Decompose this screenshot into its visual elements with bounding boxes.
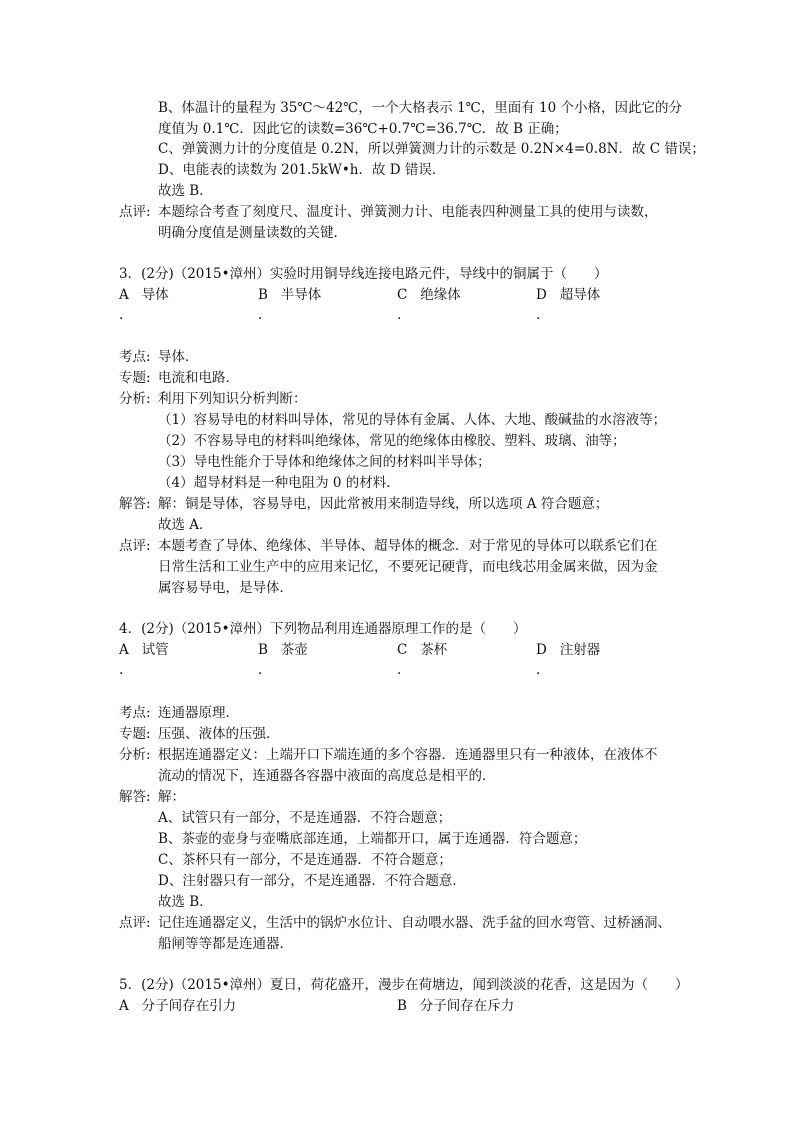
jieda-item: B、茶壶的壶身与壶嘴底部连通，上端都开口，属于连通器．符合题意； xyxy=(158,831,587,847)
review-label: 点评: xyxy=(119,204,151,220)
kaodian-label: 考点: xyxy=(119,349,151,365)
fenxi-label: 分析: xyxy=(119,747,151,763)
fenxi-item: （4）超导材料是一种电阻为 0 的材料． xyxy=(158,475,400,491)
option-c: C 茶杯 xyxy=(397,642,448,658)
option-b-dot: . xyxy=(258,307,263,323)
zhuanti-label: 专题: xyxy=(119,370,151,386)
option-c: C 绝缘体 xyxy=(397,287,461,303)
answer-choice: 故选 B． xyxy=(158,183,213,199)
kaodian-label: 考点: xyxy=(119,705,151,721)
review-line: 记住连通器定义，生活中的锅炉水位计、自动喂水器、洗手盆的回水弯管、过桥涵洞、 xyxy=(158,915,671,931)
answer-choice: 故选 A． xyxy=(158,517,213,533)
review-line-1: 本题综合考查了刻度尺、温度计、弹簧测力计、电能表四种测量工具的使用与读数， xyxy=(158,204,658,220)
question-3-stem: 3．(2分)（2015•漳州）实验时用铜导线连接电路元件，导线中的铜属于（ ） xyxy=(119,266,608,282)
option-a: A 导体 xyxy=(119,287,169,303)
fenxi-label: 分析: xyxy=(119,391,151,407)
fenxi-intro: 利用下列知识分析判断： xyxy=(158,391,307,407)
jieda-item: C、茶杯只有一部分，不是连通器．不符合题意； xyxy=(158,852,452,868)
review-label: 点评: xyxy=(119,538,151,554)
option-d-dot: . xyxy=(536,662,541,678)
review-label: 点评: xyxy=(119,915,151,931)
jieda-text: 解： xyxy=(158,789,185,805)
review-line: 船闸等等都是连通器． xyxy=(158,936,293,952)
fenxi-item: （2）不容易导电的材料叫绝缘体，常见的绝缘体由橡胶、塑料、玻璃、油等； xyxy=(158,433,626,449)
option-c-dot: . xyxy=(397,662,402,678)
jieda-label: 解答: xyxy=(119,496,151,512)
option-a: A 分子间存在引力 xyxy=(119,998,237,1014)
option-c-explanation: C、弹簧测力计的分度值是 0.2N，所以弹簧测力计的示数是 0.2N×4=0.8N．故 C 错误； xyxy=(158,141,705,157)
option-c-dot: . xyxy=(397,307,402,323)
kaodian-text: 导体． xyxy=(158,349,199,365)
fenxi-item: （1）容易导电的材料叫导体，常见的导体有金属、人体、大地、酸碱盐的水溶液等； xyxy=(158,412,667,428)
option-a-dot: . xyxy=(119,662,124,678)
option-b: B 半导体 xyxy=(258,287,322,303)
fenxi-line: 流动的情况下，连通器各容器中液面的高度总是相平的． xyxy=(158,768,496,784)
option-d-explanation: D、电能表的读数为 201.5kW•h．故 D 错误． xyxy=(158,162,446,178)
fenxi-item: （3）导电性能介于导体和绝缘体之间的材料叫半导体； xyxy=(158,454,491,470)
jieda-label: 解答: xyxy=(119,789,151,805)
option-b-dot: . xyxy=(258,662,263,678)
zhuanti-text: 压强、液体的压强． xyxy=(158,726,280,742)
option-d-dot: . xyxy=(536,307,541,323)
option-b: B 茶壶 xyxy=(258,642,308,658)
option-d: D 超导体 xyxy=(536,287,601,303)
answer-choice: 故选 B． xyxy=(158,894,213,910)
option-a: A 试管 xyxy=(119,642,169,658)
jieda-item: A、试管只有一部分，不是连通器．不符合题意； xyxy=(158,810,452,826)
review-line: 本题考查了导体、绝缘体、半导体、超导体的概念．对于常见的导体可以联系它们在 xyxy=(158,538,658,554)
option-d: D 注射器 xyxy=(536,642,601,658)
option-a-dot: . xyxy=(119,307,124,323)
review-line: 属容易导电，是导体． xyxy=(158,580,293,596)
review-line: 日常生活和工业生产中的应用来记忆，不要死记硬背，而电线芯用金属来做，因为金 xyxy=(158,559,658,575)
review-line-2: 明确分度值是测量读数的关键． xyxy=(158,225,347,241)
option-b-explanation-line-2: 度值为 0.1℃．因此它的读数=36℃+0.7℃=36.7℃．故 B 正确； xyxy=(158,121,568,137)
zhuanti-text: 电流和电路． xyxy=(158,370,239,386)
fenxi-line: 根据连通器定义：上端开口下端连通的多个容器．连通器里只有一种液体，在液体不 xyxy=(158,747,658,763)
kaodian-text: 连通器原理． xyxy=(158,705,239,721)
option-b: B 分子间存在斥力 xyxy=(397,998,515,1014)
question-5-stem: 5．(2分)（2015•漳州）夏日，荷花盛开，漫步在荷塘边，闻到淡淡的花香，这是因为（ ） xyxy=(119,977,689,993)
question-4-stem: 4．(2分)（2015•漳州）下列物品利用连通器原理工作的是（ ） xyxy=(119,621,527,637)
jieda-text: 解：铜是导体，容易导电，因此常被用来制造导线，所以选项 A 符合题意； xyxy=(158,496,609,512)
option-b-explanation-line-1: B、体温计的量程为 35℃～42℃，一个大格表示 1℃，里面有 10 个小格，因此它的分 xyxy=(158,100,683,116)
jieda-item: D、注射器只有一部分，不是连通器．不符合题意． xyxy=(158,873,466,889)
zhuanti-label: 专题: xyxy=(119,726,151,742)
